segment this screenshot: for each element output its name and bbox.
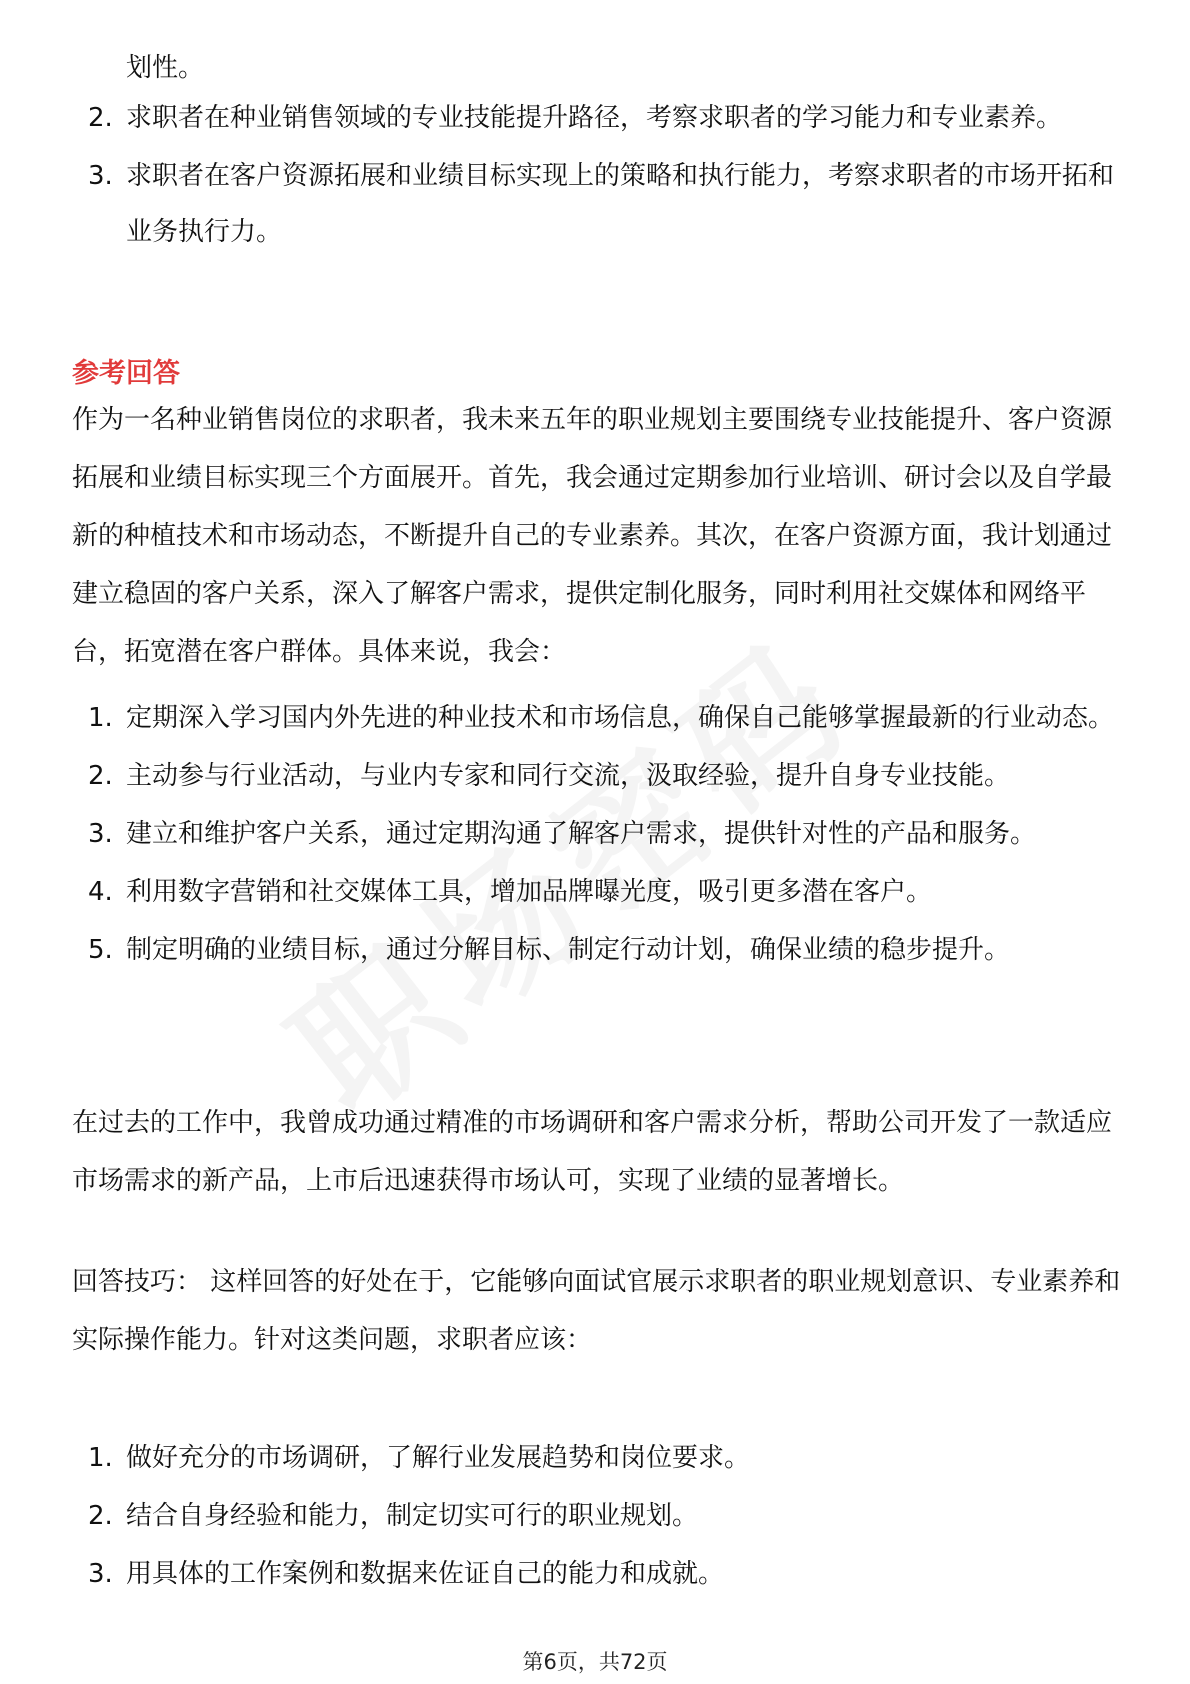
list-item xyxy=(72,1488,1122,1544)
list-number: 4. xyxy=(88,877,113,907)
list-item xyxy=(72,1430,1122,1486)
list-item xyxy=(72,90,1122,146)
list-number: 2. xyxy=(88,1501,113,1531)
list-item xyxy=(72,1546,1122,1602)
list-text: 利用数字营销和社交媒体工具，增加品牌曝光度，吸引更多潜在客户。 xyxy=(126,877,933,907)
questions-list xyxy=(72,90,1122,262)
list-text: 建立和维护客户关系，通过定期沟通了解客户需求，提供针对性的产品和服务。 xyxy=(126,819,1037,849)
list-text: 做好充分的市场调研，了解行业发展趋势和岗位要求。 xyxy=(126,1443,751,1473)
continuation-text: 划性。 xyxy=(126,53,205,83)
list-text: 用具体的工作案例和数据来佐证自己的能力和成就。 xyxy=(126,1559,725,1589)
tips-list xyxy=(72,1430,1122,1604)
list-number: 3. xyxy=(88,1559,113,1589)
experience-paragraph: 在过去的工作中，我曾成功通过精准的市场调研和客户需求分析，帮助公司开发了一款适应市场需求的新产品，上市后迅速获得市场认可，实现了业绩的显著增长。 xyxy=(72,1108,1113,1196)
list-number: 1. xyxy=(88,1443,113,1473)
page-footer: 第6页，共72页 xyxy=(522,1650,668,1674)
section-heading: 参考回答 xyxy=(72,358,180,389)
list-number: 3. xyxy=(88,819,113,849)
plan-list xyxy=(72,690,1122,980)
list-item xyxy=(72,690,1122,746)
tips-paragraph: 回答技巧： 这样回答的好处在于，它能够向面试官展示求职者的职业规划意识、专业素养和实际操作能力。针对这类问题，求职者应该： xyxy=(72,1267,1121,1355)
list-text: 求职者在客户资源拓展和业绩目标实现上的策略和执行能力，考察求职者的市场开拓和业务执行力。 xyxy=(126,161,1115,247)
list-item xyxy=(72,748,1122,804)
list-text: 主动参与行业活动，与业内专家和同行交流，汲取经验，提升自身专业技能。 xyxy=(126,761,1011,791)
list-text: 结合自身经验和能力，制定切实可行的职业规划。 xyxy=(126,1501,699,1531)
list-item xyxy=(72,922,1122,978)
list-item xyxy=(72,864,1122,920)
list-item xyxy=(72,806,1122,862)
list-text: 制定明确的业绩目标，通过分解目标、制定行动计划，确保业绩的稳步提升。 xyxy=(126,935,1011,965)
answer-paragraph: 作为一名种业销售岗位的求职者，我未来五年的职业规划主要围绕专业技能提升、客户资源拓展和业绩目标实现三个方面展开。首先，我会通过定期参加行业培训、研讨会以及自学最新的种植技术和市场动态，不断提升自己的专业素养。其次，在客户资源方面，我计划通过建立稳固的客户关系，深入了解客户需求，提供定制化服务，同时利用社交媒体和网络平台，拓宽潜在客户群体。具体来说，我会： xyxy=(72,405,1113,667)
list-item xyxy=(72,148,1122,260)
list-number: 1. xyxy=(88,703,113,733)
list-number: 3. xyxy=(88,161,113,191)
list-number: 5. xyxy=(88,935,113,965)
list-number: 2. xyxy=(88,103,113,133)
list-text: 定期深入学习国内外先进的种业技术和市场信息，确保自己能够掌握最新的行业动态。 xyxy=(126,703,1115,733)
list-text: 求职者在种业销售领域的专业技能提升路径，考察求职者的学习能力和专业素养。 xyxy=(126,103,1063,133)
list-number: 2. xyxy=(88,761,113,791)
